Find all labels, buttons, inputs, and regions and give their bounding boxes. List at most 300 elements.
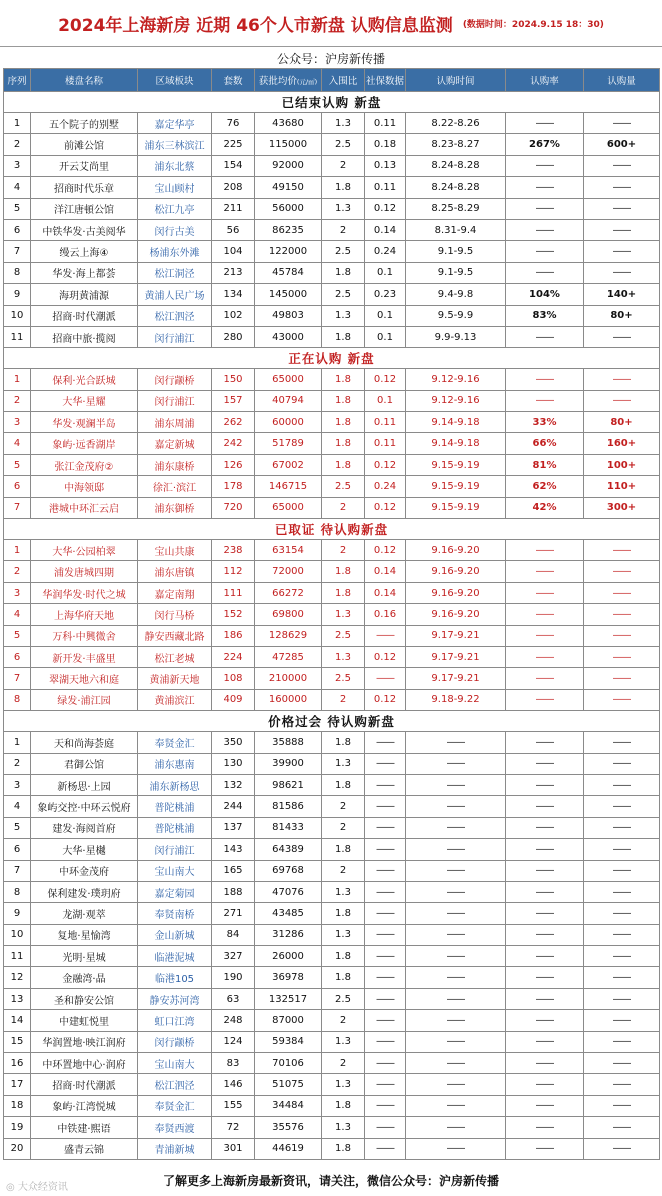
table-row xyxy=(4,817,660,838)
cell-social-data: 0.12 xyxy=(365,646,406,667)
section-header xyxy=(4,519,660,540)
cell-social-data: —— xyxy=(365,924,406,945)
cell-project-name: 君御公馆 xyxy=(31,753,138,774)
cell-row-index: 8 xyxy=(4,689,31,710)
cell-avg-price: 64389 xyxy=(255,839,322,860)
header-units: 套数 xyxy=(212,69,255,92)
cell-units: 63 xyxy=(212,988,255,1009)
cell-volume: —— xyxy=(584,262,660,283)
cell-rate: —— xyxy=(506,198,584,219)
cell-ratio: 1.3 xyxy=(322,305,365,326)
cell-units: 124 xyxy=(212,1031,255,1052)
cell-volume: —— xyxy=(584,946,660,967)
cell-area: 青浦新城 xyxy=(138,1138,212,1159)
cell-ratio: 1.3 xyxy=(322,924,365,945)
cell-units: 130 xyxy=(212,753,255,774)
cell-area: 嘉定菊园 xyxy=(138,881,212,902)
cell-rate: —— xyxy=(506,668,584,689)
cell-area: 浦东周浦 xyxy=(138,412,212,433)
cell-rate: —— xyxy=(506,1031,584,1052)
table-row xyxy=(4,668,660,689)
cell-area: 闵行浦江 xyxy=(138,390,212,411)
cell-area: 临港泥城 xyxy=(138,946,212,967)
cell-social-data: 0.12 xyxy=(365,369,406,390)
cell-rate: —— xyxy=(506,219,584,240)
cell-period: —— xyxy=(406,860,506,881)
cell-period: 8.31-9.4 xyxy=(406,219,506,240)
cell-avg-price: 51789 xyxy=(255,433,322,454)
section-title: 已结束认购 新盘 xyxy=(4,92,660,113)
cell-social-data: 0.12 xyxy=(365,540,406,561)
cell-area: 松江泗泾 xyxy=(138,1074,212,1095)
table-row xyxy=(4,1031,660,1052)
cell-period: 9.5-9.9 xyxy=(406,305,506,326)
cell-units: 208 xyxy=(212,177,255,198)
cell-social-data: —— xyxy=(365,1031,406,1052)
header-period: 认购时间 xyxy=(406,69,506,92)
cell-units: 224 xyxy=(212,646,255,667)
cell-row-index: 2 xyxy=(4,390,31,411)
cell-row-index: 5 xyxy=(4,198,31,219)
cell-project-name: 大华·星耀 xyxy=(31,390,138,411)
cell-social-data: —— xyxy=(365,732,406,753)
cell-social-data: —— xyxy=(365,860,406,881)
cell-rate: —— xyxy=(506,903,584,924)
cell-ratio: 1.8 xyxy=(322,177,365,198)
cell-avg-price: 35576 xyxy=(255,1117,322,1138)
header-area: 区域板块 xyxy=(138,69,212,92)
cell-period: —— xyxy=(406,1095,506,1116)
cell-units: 76 xyxy=(212,113,255,134)
cell-row-index: 2 xyxy=(4,753,31,774)
cell-avg-price: 92000 xyxy=(255,155,322,176)
cell-avg-price: 210000 xyxy=(255,668,322,689)
cell-social-data: —— xyxy=(365,946,406,967)
cell-social-data: 0.12 xyxy=(365,198,406,219)
cell-volume: —— xyxy=(584,668,660,689)
cell-row-index: 6 xyxy=(4,646,31,667)
cell-rate: 62% xyxy=(506,476,584,497)
cell-volume: —— xyxy=(584,1138,660,1159)
cell-rate: —— xyxy=(506,924,584,945)
cell-rate: —— xyxy=(506,988,584,1009)
table-row xyxy=(4,1074,660,1095)
cell-rate: 83% xyxy=(506,305,584,326)
cell-volume: —— xyxy=(584,155,660,176)
cell-avg-price: 40794 xyxy=(255,390,322,411)
cell-volume: —— xyxy=(584,390,660,411)
section-header xyxy=(4,92,660,113)
cell-social-data: 0.23 xyxy=(365,284,406,305)
cell-row-index: 12 xyxy=(4,967,31,988)
cell-avg-price: 43680 xyxy=(255,113,322,134)
cell-period: 8.24-8.28 xyxy=(406,177,506,198)
cell-volume: —— xyxy=(584,732,660,753)
table-row xyxy=(4,497,660,518)
cell-avg-price: 87000 xyxy=(255,1010,322,1031)
cell-area: 宝山南大 xyxy=(138,1053,212,1074)
cell-volume: —— xyxy=(584,924,660,945)
cell-ratio: 1.3 xyxy=(322,198,365,219)
cell-units: 143 xyxy=(212,839,255,860)
cell-ratio: 1.3 xyxy=(322,881,365,902)
section-title: 已取证 待认购新盘 xyxy=(4,519,660,540)
cell-area: 普陀桃浦 xyxy=(138,817,212,838)
cell-row-index: 4 xyxy=(4,796,31,817)
cell-project-name: 海玥黄浦源 xyxy=(31,284,138,305)
cell-period: —— xyxy=(406,732,506,753)
cell-ratio: 2 xyxy=(322,860,365,881)
footer-note: 了解更多上海新房最新资讯，请关注，微信公众号：沪房新传播 xyxy=(162,1173,499,1188)
cell-volume: —— xyxy=(584,753,660,774)
cell-area: 黄浦新天地 xyxy=(138,668,212,689)
cell-row-index: 18 xyxy=(4,1095,31,1116)
cell-project-name: 中环金茂府 xyxy=(31,860,138,881)
cell-period: 9.9-9.13 xyxy=(406,326,506,347)
cell-period: 9.1-9.5 xyxy=(406,262,506,283)
cell-rate: 66% xyxy=(506,433,584,454)
cell-units: 242 xyxy=(212,433,255,454)
cell-period: 8.24-8.28 xyxy=(406,155,506,176)
cell-units: 102 xyxy=(212,305,255,326)
cell-period: 9.15-9.19 xyxy=(406,476,506,497)
cell-row-index: 16 xyxy=(4,1053,31,1074)
cell-avg-price: 146715 xyxy=(255,476,322,497)
cell-project-name: 金融湾·晶 xyxy=(31,967,138,988)
cell-period: 9.17-9.21 xyxy=(406,646,506,667)
cell-ratio: 1.8 xyxy=(322,433,365,454)
cell-rate: —— xyxy=(506,390,584,411)
section-title: 正在认购 新盘 xyxy=(4,348,660,369)
header-row-index: 序列 xyxy=(4,69,31,92)
cell-rate: —— xyxy=(506,967,584,988)
cell-period: —— xyxy=(406,881,506,902)
cell-rate: —— xyxy=(506,155,584,176)
cell-volume: —— xyxy=(584,881,660,902)
cell-avg-price: 98621 xyxy=(255,774,322,795)
cell-volume: —— xyxy=(584,860,660,881)
cell-project-name: 新杨思·上园 xyxy=(31,774,138,795)
data-time: (数据时间：2024.9.15 18：30) xyxy=(462,19,604,30)
page-title xyxy=(0,0,662,46)
table-row xyxy=(4,839,660,860)
cell-ratio: 2 xyxy=(322,1010,365,1031)
cell-area: 宝山南大 xyxy=(138,860,212,881)
cell-rate: —— xyxy=(506,1053,584,1074)
table-row xyxy=(4,369,660,390)
table-row xyxy=(4,326,660,347)
cell-row-index: 3 xyxy=(4,774,31,795)
cell-units: 152 xyxy=(212,604,255,625)
cell-period: —— xyxy=(406,1010,506,1031)
cell-period: 9.18-9.22 xyxy=(406,689,506,710)
table-row xyxy=(4,924,660,945)
cell-volume: —— xyxy=(584,561,660,582)
cell-period: 9.16-9.20 xyxy=(406,561,506,582)
table-row xyxy=(4,155,660,176)
cell-project-name: 圣和静安公馆 xyxy=(31,988,138,1009)
cell-avg-price: 43485 xyxy=(255,903,322,924)
cell-row-index: 5 xyxy=(4,817,31,838)
cell-volume: —— xyxy=(584,839,660,860)
table-row xyxy=(4,412,660,433)
cell-rate: 267% xyxy=(506,134,584,155)
cell-units: 111 xyxy=(212,582,255,603)
cell-ratio: 2 xyxy=(322,219,365,240)
cell-row-index: 19 xyxy=(4,1117,31,1138)
cell-row-index: 14 xyxy=(4,1010,31,1031)
cell-row-index: 13 xyxy=(4,988,31,1009)
cell-project-name: 洋江唐頓公馆 xyxy=(31,198,138,219)
cell-area: 浦东北蔡 xyxy=(138,155,212,176)
cell-area: 闵行颛桥 xyxy=(138,1031,212,1052)
cell-ratio: 1.3 xyxy=(322,753,365,774)
cell-social-data: 0.12 xyxy=(365,454,406,475)
cell-social-data: 0.12 xyxy=(365,497,406,518)
cell-social-data: —— xyxy=(365,817,406,838)
cell-social-data: —— xyxy=(365,796,406,817)
cell-avg-price: 49150 xyxy=(255,177,322,198)
cell-rate: —— xyxy=(506,604,584,625)
monitor-table xyxy=(3,68,660,1160)
cell-volume: —— xyxy=(584,646,660,667)
cell-ratio: 1.3 xyxy=(322,646,365,667)
cell-rate: 104% xyxy=(506,284,584,305)
cell-avg-price: 45784 xyxy=(255,262,322,283)
table-row xyxy=(4,967,660,988)
cell-social-data: 0.11 xyxy=(365,177,406,198)
cell-units: 190 xyxy=(212,967,255,988)
table-row xyxy=(4,582,660,603)
cell-ratio: 2 xyxy=(322,817,365,838)
cell-ratio: 1.8 xyxy=(322,1138,365,1159)
table-row xyxy=(4,433,660,454)
cell-row-index: 7 xyxy=(4,668,31,689)
cell-period: 9.12-9.16 xyxy=(406,369,506,390)
table-row xyxy=(4,305,660,326)
cell-ratio: 1.8 xyxy=(322,732,365,753)
cell-volume: —— xyxy=(584,1010,660,1031)
cell-units: 56 xyxy=(212,219,255,240)
cell-area: 虹口江湾 xyxy=(138,1010,212,1031)
cell-volume: 80+ xyxy=(584,305,660,326)
cell-row-index: 2 xyxy=(4,134,31,155)
cell-social-data: —— xyxy=(365,1010,406,1031)
cell-area: 金山新城 xyxy=(138,924,212,945)
cell-units: 126 xyxy=(212,454,255,475)
cell-rate: —— xyxy=(506,625,584,646)
cell-area: 静安西藏北路 xyxy=(138,625,212,646)
cell-units: 108 xyxy=(212,668,255,689)
cell-area: 奉贤西渡 xyxy=(138,1117,212,1138)
cell-ratio: 2.5 xyxy=(322,241,365,262)
cell-project-name: 保利·光合跃城 xyxy=(31,369,138,390)
cell-units: 271 xyxy=(212,903,255,924)
cell-project-name: 大华·公园柏翠 xyxy=(31,540,138,561)
table-row xyxy=(4,540,660,561)
cell-period: —— xyxy=(406,967,506,988)
cell-project-name: 招商中旅·揽阅 xyxy=(31,326,138,347)
cell-units: 301 xyxy=(212,1138,255,1159)
cell-volume: —— xyxy=(584,817,660,838)
cell-volume: —— xyxy=(584,1053,660,1074)
cell-rate: —— xyxy=(506,369,584,390)
header-avg-price: 获批均价(元/㎡) xyxy=(255,69,322,92)
cell-area: 闵行浦江 xyxy=(138,326,212,347)
cell-avg-price: 47285 xyxy=(255,646,322,667)
cell-avg-price: 72000 xyxy=(255,561,322,582)
cell-units: 83 xyxy=(212,1053,255,1074)
cell-period: —— xyxy=(406,1117,506,1138)
cell-rate: —— xyxy=(506,561,584,582)
cell-area: 徐汇·滨江 xyxy=(138,476,212,497)
cell-avg-price: 39900 xyxy=(255,753,322,774)
cell-rate: —— xyxy=(506,646,584,667)
cell-units: 72 xyxy=(212,1117,255,1138)
cell-ratio: 1.8 xyxy=(322,326,365,347)
cell-project-name: 中海领邸 xyxy=(31,476,138,497)
cell-social-data: 0.11 xyxy=(365,113,406,134)
cell-units: 225 xyxy=(212,134,255,155)
cell-social-data: —— xyxy=(365,774,406,795)
cell-rate: —— xyxy=(506,817,584,838)
cell-avg-price: 69800 xyxy=(255,604,322,625)
cell-row-index: 5 xyxy=(4,454,31,475)
table-row xyxy=(4,262,660,283)
cell-avg-price: 43000 xyxy=(255,326,322,347)
cell-social-data: —— xyxy=(365,1117,406,1138)
cell-avg-price: 36978 xyxy=(255,967,322,988)
table-row xyxy=(4,646,660,667)
cell-volume: —— xyxy=(584,113,660,134)
cell-rate: —— xyxy=(506,732,584,753)
cell-units: 104 xyxy=(212,241,255,262)
cell-project-name: 招商·时代潮派 xyxy=(31,1074,138,1095)
cell-project-name: 港城中环汇云启 xyxy=(31,497,138,518)
cell-ratio: 1.8 xyxy=(322,561,365,582)
cell-rate: 33% xyxy=(506,412,584,433)
cell-period: —— xyxy=(406,753,506,774)
cell-units: 154 xyxy=(212,155,255,176)
cell-volume: —— xyxy=(584,796,660,817)
cell-area: 宝山顾村 xyxy=(138,177,212,198)
cell-row-index: 15 xyxy=(4,1031,31,1052)
cell-social-data: 0.18 xyxy=(365,134,406,155)
cell-social-data: 0.24 xyxy=(365,476,406,497)
cell-area: 嘉定新城 xyxy=(138,433,212,454)
cell-social-data: —— xyxy=(365,753,406,774)
table-row xyxy=(4,241,660,262)
cell-avg-price: 31286 xyxy=(255,924,322,945)
cell-rate: —— xyxy=(506,946,584,967)
cell-ratio: 1.3 xyxy=(322,1031,365,1052)
cell-social-data: 0.11 xyxy=(365,412,406,433)
cell-period: —— xyxy=(406,796,506,817)
cell-social-data: —— xyxy=(365,881,406,902)
cell-units: 280 xyxy=(212,326,255,347)
cell-project-name: 华润华发·时代之城 xyxy=(31,582,138,603)
table-row xyxy=(4,774,660,795)
cell-project-name: 浦发唐城四期 xyxy=(31,561,138,582)
table-row xyxy=(4,177,660,198)
cell-row-index: 1 xyxy=(4,732,31,753)
cell-avg-price: 51075 xyxy=(255,1074,322,1095)
title-text: 2024年上海新房 近期 46个人市新盘 认购信息监测 xyxy=(58,15,453,36)
cell-social-data: 0.16 xyxy=(365,604,406,625)
cell-avg-price: 81433 xyxy=(255,817,322,838)
cell-area: 奉贤金汇 xyxy=(138,1095,212,1116)
cell-social-data: 0.14 xyxy=(365,219,406,240)
cell-volume: 140+ xyxy=(584,284,660,305)
cell-avg-price: 47076 xyxy=(255,881,322,902)
cell-ratio: 2.5 xyxy=(322,134,365,155)
table-row xyxy=(4,732,660,753)
cell-social-data: —— xyxy=(365,903,406,924)
cell-project-name: 保利建发·璞玥府 xyxy=(31,881,138,902)
cell-units: 157 xyxy=(212,390,255,411)
cell-rate: —— xyxy=(506,262,584,283)
cell-ratio: 1.8 xyxy=(322,412,365,433)
cell-volume: —— xyxy=(584,326,660,347)
cell-period: —— xyxy=(406,924,506,945)
cell-avg-price: 59384 xyxy=(255,1031,322,1052)
cell-volume: 300+ xyxy=(584,497,660,518)
cell-units: 178 xyxy=(212,476,255,497)
cell-row-index: 1 xyxy=(4,113,31,134)
cell-area: 闵行古美 xyxy=(138,219,212,240)
cell-avg-price: 145000 xyxy=(255,284,322,305)
cell-volume: —— xyxy=(584,369,660,390)
cell-rate: 81% xyxy=(506,454,584,475)
cell-rate: —— xyxy=(506,582,584,603)
cell-avg-price: 35888 xyxy=(255,732,322,753)
cell-avg-price: 63154 xyxy=(255,540,322,561)
cell-units: 132 xyxy=(212,774,255,795)
cell-units: 244 xyxy=(212,796,255,817)
cell-ratio: 1.8 xyxy=(322,454,365,475)
cell-avg-price: 70106 xyxy=(255,1053,322,1074)
cell-row-index: 17 xyxy=(4,1074,31,1095)
cell-row-index: 5 xyxy=(4,625,31,646)
cell-area: 静安苏河湾 xyxy=(138,988,212,1009)
cell-units: 409 xyxy=(212,689,255,710)
cell-volume: 600+ xyxy=(584,134,660,155)
cell-project-name: 缦云上海④ xyxy=(31,241,138,262)
cell-avg-price: 160000 xyxy=(255,689,322,710)
cell-project-name: 新开发·丰盛里 xyxy=(31,646,138,667)
cell-avg-price: 122000 xyxy=(255,241,322,262)
cell-area: 嘉定华亭 xyxy=(138,113,212,134)
cell-ratio: 2.5 xyxy=(322,988,365,1009)
cell-period: 9.1-9.5 xyxy=(406,241,506,262)
cell-rate: —— xyxy=(506,1117,584,1138)
cell-ratio: 1.8 xyxy=(322,262,365,283)
cell-units: 238 xyxy=(212,540,255,561)
table-row xyxy=(4,1010,660,1031)
cell-period: —— xyxy=(406,817,506,838)
cell-row-index: 8 xyxy=(4,262,31,283)
cell-ratio: 1.8 xyxy=(322,774,365,795)
cell-avg-price: 65000 xyxy=(255,497,322,518)
cell-units: 84 xyxy=(212,924,255,945)
table-row xyxy=(4,561,660,582)
cell-social-data: —— xyxy=(365,839,406,860)
cell-volume: —— xyxy=(584,1117,660,1138)
cell-ratio: 1.8 xyxy=(322,1095,365,1116)
cell-area: 奉贤南桥 xyxy=(138,903,212,924)
cell-units: 188 xyxy=(212,881,255,902)
cell-row-index: 1 xyxy=(4,540,31,561)
